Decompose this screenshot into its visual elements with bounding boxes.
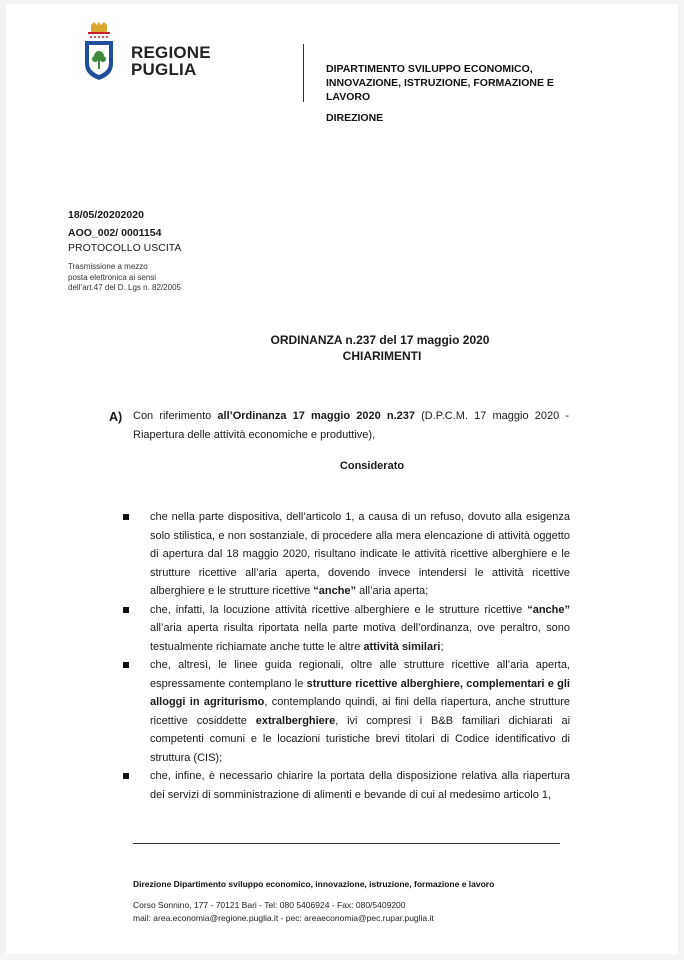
region-name-line1: REGIONE [131,43,211,62]
section-a-paragraph [133,407,569,444]
footer-office: Direzione Dipartimento sviluppo economico, innovazione, istruzione, formazione e lavoro [133,879,495,889]
ordinance-title: ORDINANZA n.237 del 17 maggio 2020 [270,333,490,347]
bullet-square-icon [123,773,129,779]
list-item-bold: strutture ricettive alberghiere, complementari e gli alloggi in agriturismo [150,677,570,708]
considerations-list [150,508,570,804]
footer-contacts: mail: area.economia@regione.puglia.it - pec: areaeconomia@pec.rupar.puglia.it [133,913,434,923]
list-item-text: , ivi compresi i B&B familiari dichiarati ai competenti comuni e le locazioni turistiche brevi titolari di Codice identificativo di struttura (CIS); [150,714,571,764]
document-page [6,4,678,954]
transmission-line2: posta elettronica ai sensi [68,272,157,282]
list-item [150,767,570,804]
list-item-text: che, altresì, le linee guida regionali, oltre alle strutture ricettive all’aria aperta, espressamente contemplano le [150,659,570,690]
protocol-label: PROTOCOLLO USCITA [68,242,182,254]
header-divider [303,44,304,102]
list-item-text: ; [440,640,444,653]
department-name [326,62,554,104]
bullet-square-icon [123,514,129,520]
transmission-note [68,262,181,294]
list-item-text: all’aria aperta risulta riportata nella parte motiva dell’ordinanza, ove peraltro, sono testualmente richiamate anche tutte le altre [150,622,570,653]
department-line1: DIPARTIMENTO SVILUPPO ECONOMICO, [326,63,533,75]
bullet-square-icon [123,607,129,613]
department-line2: INNOVAZIONE, ISTRUZIONE, FORMAZIONE E [326,77,554,89]
footer-divider [133,843,560,844]
section-a-text-after: (D.P.C.M. 17 maggio 2020 - Riapertura delle attività economiche e produttive), [133,410,569,441]
list-item-bold: “anche” [313,585,357,597]
list-item-text: che, infatti, la locuzione attività ricettive alberghiere e le strutture ricettive [150,603,528,616]
bullet-square-icon [123,662,129,668]
protocol-number: AOO_002/ 0001154 [68,227,162,239]
section-a-marker: A) [109,410,123,424]
list-item [150,656,570,767]
list-item-text: che, infine, è necessario chiarire la portata della disposizione relativa alla riapertura dei servizi di somministrazione di alimenti e bevande di cui al medesimo articolo 1, [150,770,570,801]
transmission-line3: dell’art.47 del D. Lgs n. 82/2005 [68,283,181,292]
section-a-text-bold: all’Ordinanza 17 maggio 2020 n.237 [217,410,415,422]
transmission-line1: Trasmissione a mezzo [68,262,148,271]
region-name [131,44,211,78]
region-name-line2: PUGLIA [131,60,197,79]
list-item-bold: “anche” [527,603,570,616]
considerato-heading: Considerato [339,460,405,472]
footer-address: Corso Sonnino, 177 - 70121 Bari - Tel: 080 5406924 - Fax: 080/5409200 [133,900,406,910]
list-item [150,508,570,601]
list-item-bold: attività similari [363,640,441,653]
list-item-bold: extralberghiere [255,714,336,727]
ordinance-subtitle: CHIARIMENTI [342,349,422,363]
list-item-text: all’aria aperta; [356,585,429,597]
section-a-text-before: Con riferimento [133,410,218,422]
list-item-text: che nella parte dispositiva, dell’articolo 1, a causa di un refuso, dovuto alla esigenza solo stilistica, e non sostanziale, di procedere alla mera elencazione di attività oggetto di apertura dal 18 maggio 2020, risultano indicate le attività ricettive alberghiere e le strutture ricettive all’aria aperta, dovendo invece intendersi le attività ricettive alberghiere e le strutture ricettive [150,511,570,597]
department-line3: LAVORO [326,91,371,103]
regione-puglia-logo-icon [82,22,116,82]
list-item-text: , contemplando quindi, ai fini della riapertura, anche strutture ricettive cosiddette [150,696,570,727]
protocol-date: 18/05/20202020 [68,209,144,221]
direzione-label: DIREZIONE [326,112,384,124]
list-item [150,601,570,657]
